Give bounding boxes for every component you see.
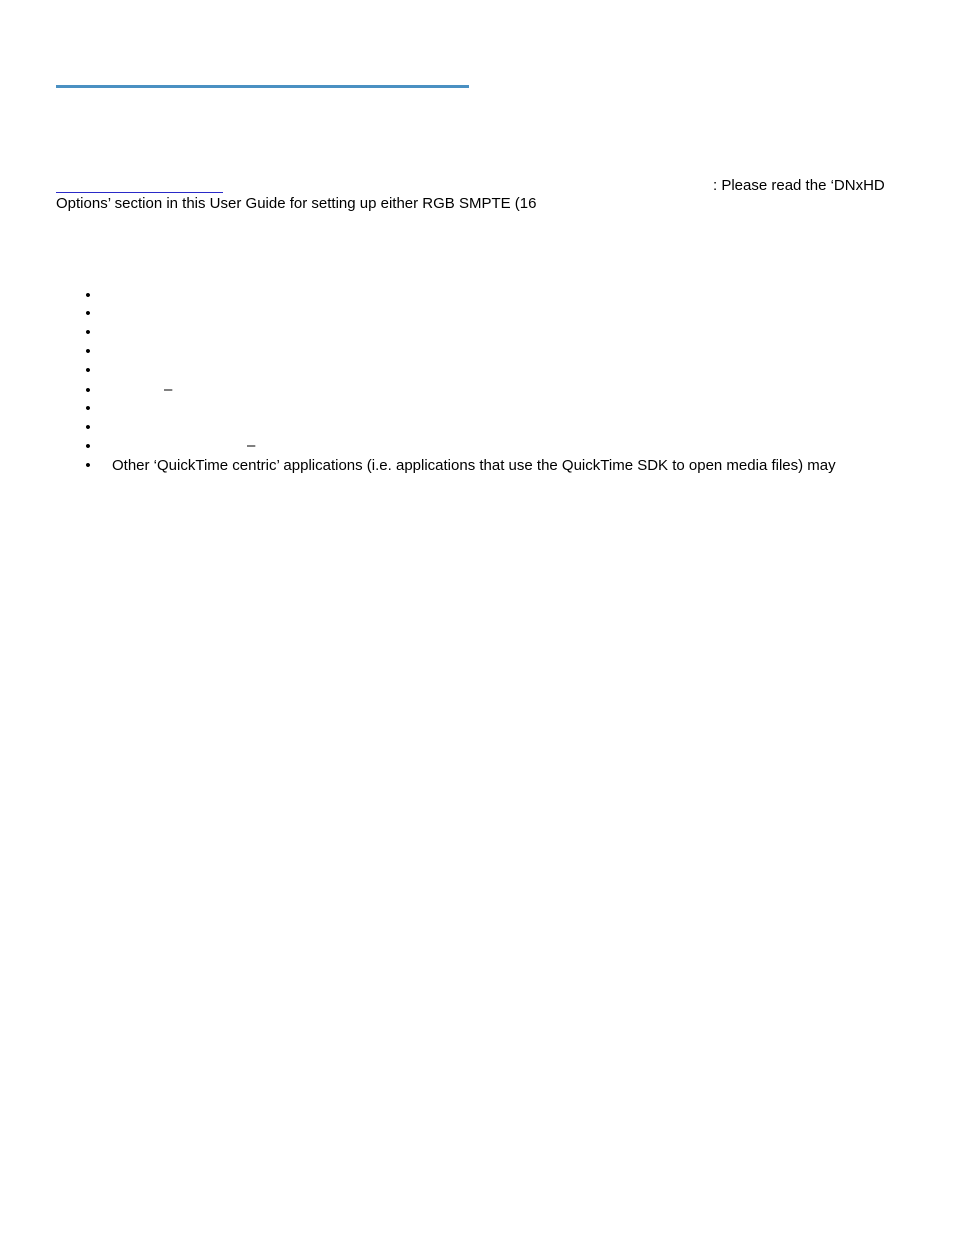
bullet-2: • <box>85 305 91 322</box>
bullet-8: • <box>85 419 91 436</box>
bullet-1: • <box>85 287 91 304</box>
item-6-dash: – <box>164 381 173 398</box>
bullet-9: • <box>85 438 91 455</box>
bullet-10: • <box>85 457 91 474</box>
list-item-last: Other ‘QuickTime centric’ applications (i.e. applications that use the QuickTime SDK to open media files) may <box>112 457 836 474</box>
link-underline[interactable] <box>56 192 223 193</box>
bullet-6: • <box>85 382 91 399</box>
note-text-line2: Options’ section in this User Guide for setting up either RGB SMPTE (16 <box>56 195 537 212</box>
bullet-5: • <box>85 362 91 379</box>
bullet-4: • <box>85 343 91 360</box>
bullet-7: • <box>85 400 91 417</box>
heading-rule <box>56 85 469 88</box>
bullet-3: • <box>85 324 91 341</box>
item-9-dash: – <box>247 437 256 454</box>
note-text-end: : Please read the ‘DNxHD <box>713 177 885 194</box>
